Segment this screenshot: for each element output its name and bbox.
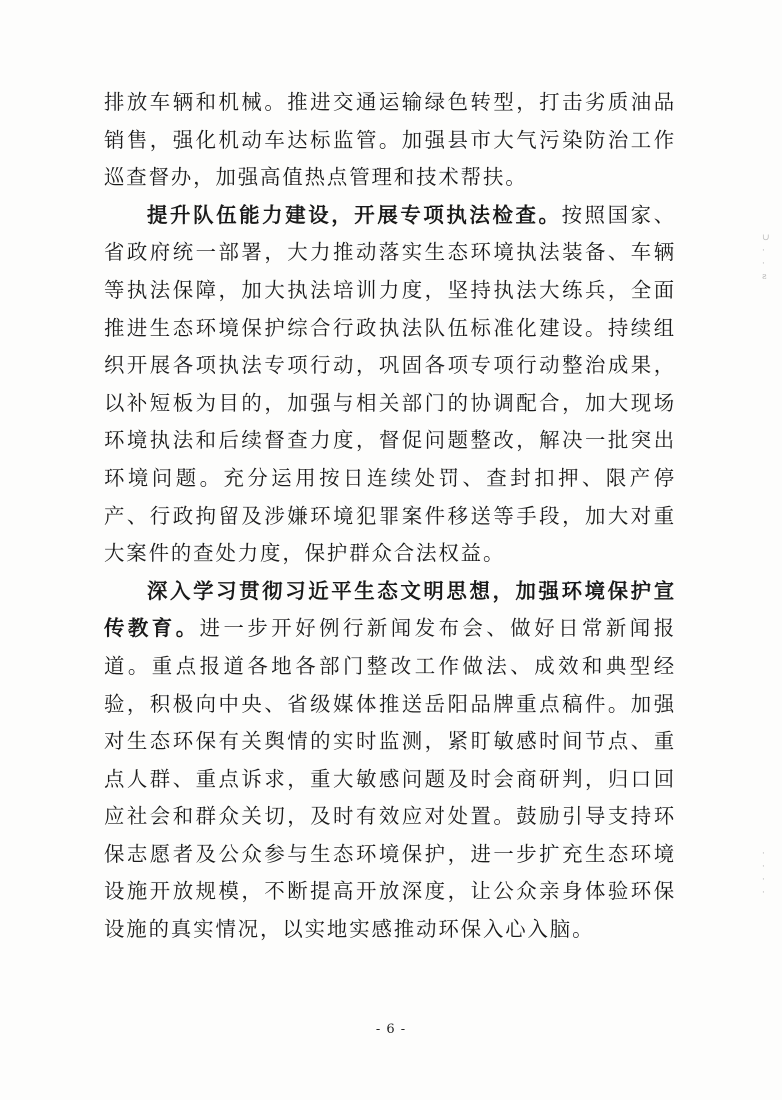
paragraph-text: 进一步开好例行新闻发布会、做好日常新闻报道。重点报道各地各部门整改工作做法、成效和典型经验，积极向中央、省级媒体推送岳阳品牌重点稿件。加强对生态环保有关舆情的实时监测，紧盯敏感时间节点、重点人群、重点诉求，重大敏感问题及时会商研判，归口回应社会和群众关切，及时有效应对处置。鼓励引导支持环保志愿者及公众参与生态环境保护，进一步扩充生态环境设施开放规模，不断提高开放深度，让公众亲身体验环保设施的真实情况，以实地实感推动环保入心入脑。: [104, 616, 676, 942]
paragraph-continuation: [104, 84, 676, 197]
scan-margin-mark: · · · ·: [762, 849, 765, 898]
paragraph-text: 排放车辆和机械。推进交通运输绿色转型，打击劣质油品销售，强化机动车达标监管。加强县市大气污染防治工作巡查督办，加强高值热点管理和技术帮扶。: [104, 90, 676, 190]
paragraph-publicity: [104, 573, 676, 949]
body-text: [104, 84, 676, 949]
paragraph-heading: 深入学习贯彻习近平生态文明思想，加强环境保护宣传教育。: [104, 578, 676, 641]
paragraph-enforcement: [104, 197, 676, 573]
scan-margin-mark: ∪ · · ƨ: [762, 233, 770, 282]
page-number: - 6 -: [375, 1022, 407, 1037]
paragraph-heading: 提升队伍能力建设，开展专项执法检查。: [147, 202, 562, 227]
paragraph-text: 按照国家、省政府统一部署，大力推动落实生态环境执法装备、车辆等执法保障，加大执法培训力度，坚持执法大练兵，全面推进生态环境保护综合行政执法队伍标准化建设。持续组织开展各项执法专项行动，巩固各项专项行动整治成果，以补短板为目的，加强与相关部门的协调配合，加大现场环境执法和后续督查力度，督促问题整改，解决一批突出环境问题。充分运用按日连续处罚、查封扣押、限产停产、行政拘留及涉嫌环境犯罪案件移送等手段，加大对重大案件的查处力度，保护群众合法权益。: [104, 202, 676, 566]
